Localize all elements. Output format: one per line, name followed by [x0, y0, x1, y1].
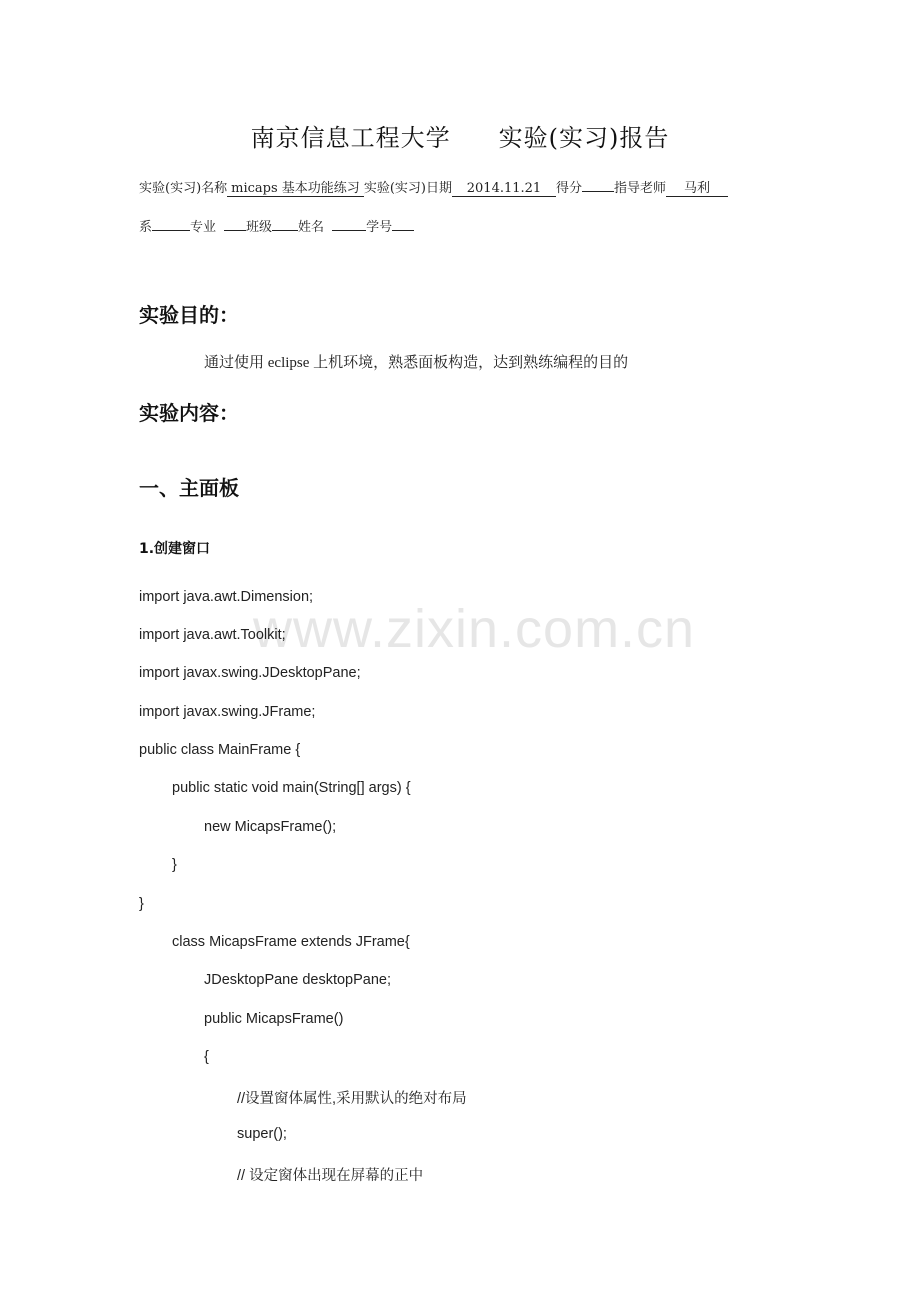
part1-heading: 一、主面板	[139, 476, 239, 500]
score-label: 得分	[555, 181, 582, 196]
report-info-line-2	[139, 216, 414, 235]
department-label: 系	[139, 220, 153, 235]
purpose-text: 通过使用 eclipse 上机环境，熟悉面板构造，达到熟练编程的目的	[204, 355, 629, 371]
student-name-label: 姓名	[298, 220, 325, 235]
department-blank	[152, 230, 190, 231]
content-heading: 实验内容：	[139, 401, 239, 425]
watermark: www.zixin.com.cn	[253, 599, 696, 659]
experiment-date-value: 2014.11.21	[452, 181, 556, 197]
code-line: import java.awt.Toolkit;	[139, 627, 286, 643]
code-line: }	[172, 857, 177, 873]
sub1-heading: 1.创建窗口	[139, 541, 211, 557]
code-line: import java.awt.Dimension;	[139, 589, 314, 605]
class-label: 班级	[246, 220, 273, 235]
teacher-value: 马利	[666, 181, 728, 197]
experiment-name-label: 实验(实习)名称	[139, 181, 228, 196]
code-line: }	[139, 896, 144, 912]
code-line: class MicapsFrame extends JFrame{	[172, 934, 410, 950]
teacher-label: 指导老师	[613, 181, 666, 196]
report-info-line-1	[139, 177, 728, 197]
report-title	[0, 118, 920, 153]
code-line: //设置窗体属性,采用默认的绝对布局	[237, 1091, 467, 1107]
code-line: // 设定窗体出现在屏幕的正中	[237, 1168, 424, 1184]
student-id-blank	[392, 230, 414, 231]
code-line: import javax.swing.JFrame;	[139, 704, 316, 720]
major-label: 专业	[190, 220, 217, 235]
report-type: 实验(实习)报告	[498, 124, 670, 152]
code-line: import javax.swing.JDesktopPane;	[139, 665, 361, 681]
school-name: 南京信息工程大学	[250, 124, 451, 152]
code-line: public MicapsFrame()	[204, 1011, 344, 1027]
code-line: JDesktopPane desktopPane;	[204, 972, 392, 988]
code-line: {	[204, 1049, 209, 1065]
code-line: new MicapsFrame();	[204, 819, 337, 835]
score-blank	[582, 191, 614, 192]
purpose-heading: 实验目的：	[139, 303, 239, 327]
experiment-date-label: 实验(实习)日期	[363, 181, 452, 196]
code-line: super();	[237, 1126, 287, 1142]
code-line: public static void main(String[] args) {	[172, 780, 411, 796]
student-id-label: 学号	[366, 220, 393, 235]
student-name-blank	[332, 230, 366, 231]
code-line: public class MainFrame {	[139, 742, 301, 758]
class-blank	[272, 230, 298, 231]
experiment-name-value: micaps 基本功能练习	[227, 181, 364, 197]
major-blank	[224, 230, 246, 231]
